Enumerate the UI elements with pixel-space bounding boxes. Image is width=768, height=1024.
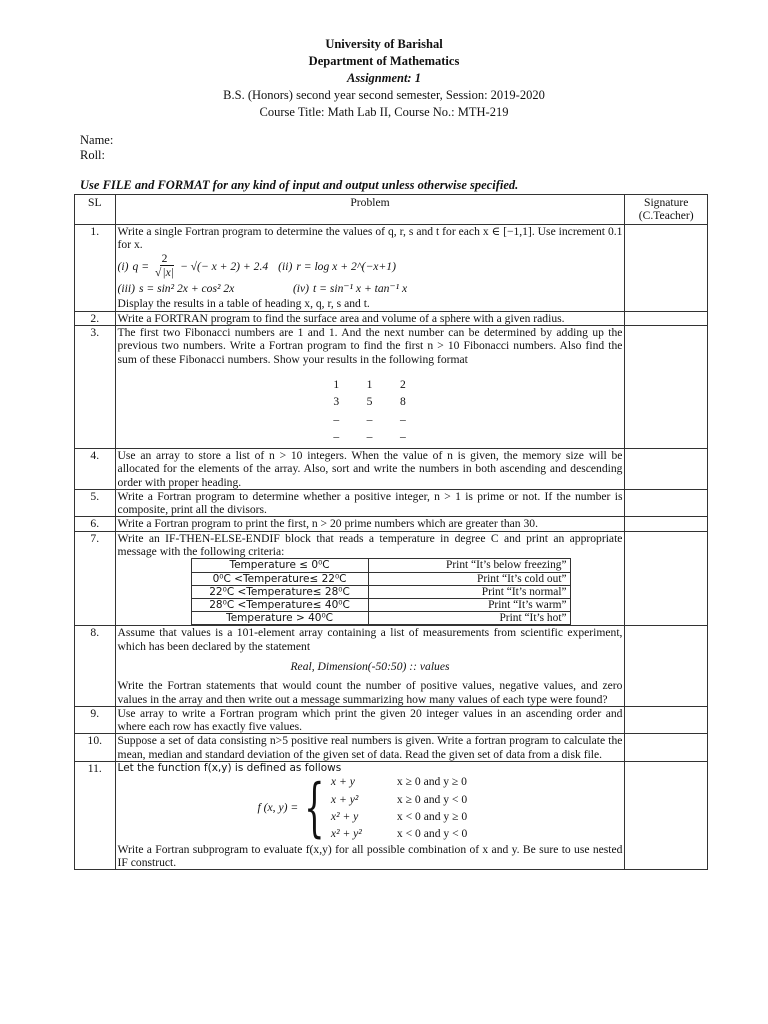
criteria-condition: Temperature ≤ 0⁰C [191, 559, 368, 572]
sl-cell: 9. [75, 706, 116, 734]
left-brace: { [304, 770, 325, 845]
program-line: B.S. (Honors) second year second semester, Session: 2019-2020 [223, 88, 545, 102]
format-value: – [333, 430, 340, 444]
problem-text: Display the results in a table of heading x, q, r, s and t. [117, 297, 370, 311]
case-expr: x² + y² [330, 827, 362, 841]
table-header-row [75, 195, 708, 225]
case-condition: x ≥ 0 and y ≥ 0 [396, 775, 467, 789]
problem-text: The first two Fibonacci numbers are 1 and 1. And the next number can be determined by adding up the previous two numbers. Write a Fortran program to find the first n > 10 Fibonacci numbers. Also find the sum of these Fibonacci numbers. Show your results in the following format [117, 326, 623, 366]
problem-cell [115, 531, 625, 626]
case-condition: x < 0 and y < 0 [396, 827, 468, 841]
signature-cell [625, 734, 708, 762]
table-row [75, 762, 708, 870]
sl-cell: 4. [75, 448, 116, 489]
problem-cell [115, 224, 625, 311]
problem-cell [115, 762, 625, 870]
signature-cell [625, 489, 708, 517]
fraction-denominator: √|x| [155, 266, 174, 280]
format-value: – [366, 430, 373, 444]
table-row [75, 531, 708, 626]
sl-cell: 7. [75, 531, 116, 626]
problem-text: Write a FORTRAN program to find the surface area and volume of a sphere with a given radius. [115, 311, 625, 325]
format-value: 5 [366, 395, 373, 409]
table-row [75, 517, 708, 531]
format-value: 3 [333, 395, 340, 409]
problems-table [74, 194, 708, 870]
signature-cell [625, 762, 708, 870]
problem-cell [115, 626, 625, 706]
problem-header: Problem [115, 195, 625, 225]
problem-text: Write the Fortran statements that would count the number of positive values, negative values, and zero values in the array and then write out a message summarizing how many values of each type were found? [117, 679, 623, 706]
case-expr: x + y² [330, 792, 359, 806]
sl-cell: 10. [75, 734, 116, 762]
problem-text: Write a Fortran program to determine whether a positive integer, n > 1 is prime or not. If the number is composite, print all the divisors. [115, 489, 625, 517]
equation-row-1 [118, 253, 623, 280]
format-value: – [399, 412, 406, 426]
problem-text: Assume that values is a 101-element array containing a list of measurements from scientific experiment, which has been declared by the statement [117, 626, 623, 653]
signature-cell [625, 311, 708, 325]
signature-cell [625, 326, 708, 449]
fraction [155, 253, 174, 280]
criteria-row [191, 598, 570, 611]
table-row [75, 734, 708, 762]
case-expr: x² + y [330, 809, 359, 823]
problem-text: Write an IF-THEN-ELSE-ENDIF block that reads a temperature in degree C and print an appropriate message with the following criteria: [117, 531, 623, 559]
criteria-row [191, 585, 570, 598]
fraction-numerator: 2 [161, 252, 168, 266]
format-row [320, 411, 420, 429]
table-row [75, 224, 708, 311]
eq-label: (i) [117, 260, 129, 274]
equation: t = sin⁻¹ x + tan⁻¹ x [313, 282, 408, 296]
criteria-message: Print “It’s below freezing” [368, 559, 570, 572]
criteria-condition: 22⁰C <Temperature≤ 28⁰C [191, 585, 368, 598]
criteria-message: Print “It’s normal” [368, 585, 570, 598]
array-declaration: Real, Dimension(-50:50) :: values [290, 659, 450, 673]
problem-text: Use array to write a Fortran program which print the given 20 integer values in an ascending order and where each row has exactly five values. [115, 706, 625, 734]
signature-cell [625, 706, 708, 734]
eq-label: (iii) [117, 282, 135, 296]
table-row [75, 489, 708, 517]
assignment-title: Assignment: 1 [347, 71, 421, 85]
criteria-message: Print “It’s hot” [368, 612, 570, 625]
format-value: 1 [333, 377, 340, 391]
table-row [75, 311, 708, 325]
problem-text: Use an array to store a list of n > 10 integers. When the value of n is given, the memory size will be allocated for the elements of the array. Also, sort and write the numbers in both ascending and descending order with proper heading. [115, 448, 625, 489]
case-expr: x + y [330, 775, 355, 789]
sl-cell: 8. [75, 626, 116, 706]
criteria-condition: 0⁰C <Temperature≤ 22⁰C [191, 572, 368, 585]
signature-cell [625, 448, 708, 489]
format-value: 2 [399, 377, 406, 391]
criteria-message: Print “It’s warm” [368, 598, 570, 611]
format-value: – [333, 412, 340, 426]
instruction-text: Use FILE and FORMAT for any kind of input and output unless otherwise specified. [80, 178, 519, 192]
cases-grid [331, 775, 517, 840]
sl-header: SL [75, 195, 116, 225]
sl-cell: 6. [75, 517, 116, 531]
university-name: University of Barishal [325, 37, 443, 51]
format-value: 1 [366, 377, 373, 391]
sl-cell: 5. [75, 489, 116, 517]
format-value: – [366, 412, 373, 426]
course-line: Course Title: Math Lab II, Course No.: MTH-219 [259, 105, 509, 119]
case-condition: x ≥ 0 and y < 0 [396, 792, 468, 806]
sqrt-arg: |x| [162, 266, 174, 280]
sl-cell: 2. [75, 311, 116, 325]
piecewise-function [257, 770, 623, 845]
eq-label: (ii) [278, 260, 293, 274]
criteria-message: Print “It’s cold out” [368, 572, 570, 585]
student-info [80, 133, 113, 163]
signature-cell [625, 224, 708, 311]
sl-cell: 3. [75, 326, 116, 449]
format-value: 8 [399, 395, 406, 409]
signature-cell [625, 531, 708, 626]
document-header [0, 36, 768, 121]
format-row [320, 393, 420, 411]
roll-label: Roll: [80, 148, 106, 162]
eq-rest: − √(− x + 2) + 2.4 [179, 260, 269, 274]
problem-cell [115, 326, 625, 449]
format-row [320, 376, 420, 394]
eq-label: (iv) [292, 282, 310, 296]
problem-text: Write a single Fortran program to determine the values of q, r, s and t for each x ∈ [−1,1]. Use increment 0.1 for x. [117, 224, 623, 251]
department-name: Department of Mathematics [308, 54, 460, 68]
equation: s = sin² 2x + cos² 2x [138, 282, 235, 296]
temperature-criteria-table [191, 558, 571, 625]
signature-cell [625, 517, 708, 531]
criteria-row [191, 572, 570, 585]
name-label: Name: [80, 133, 114, 147]
signature-header: Signature (C.Teacher) [625, 195, 708, 225]
table-row [75, 706, 708, 734]
criteria-condition: Temperature > 40⁰C [191, 612, 368, 625]
criteria-row [191, 612, 570, 625]
case-condition: x < 0 and y ≥ 0 [396, 809, 468, 823]
table-row [75, 326, 708, 449]
sl-cell: 1. [75, 224, 116, 311]
format-row [320, 428, 420, 446]
table-row [75, 448, 708, 489]
table-row [75, 626, 708, 706]
problem-text: Suppose a set of data consisting n>5 positive real numbers is given. Write a fortran program to calculate the mean, median and standard deviation of the given set of data. Read the given set of data from a disk file. [115, 734, 625, 762]
signature-cell [625, 626, 708, 706]
format-value: – [399, 430, 406, 444]
criteria-condition: 28⁰C <Temperature≤ 40⁰C [191, 598, 368, 611]
function-lhs: f (x, y) = [257, 801, 299, 815]
equation: r = log x + 2^(−x+1) [296, 260, 396, 274]
problem-text: Write a Fortran program to print the first, n > 20 prime numbers which are greater than 30. [115, 517, 625, 531]
fibonacci-format [320, 376, 420, 446]
problem-intro: Let the function f(x,y) is defined as follows [117, 762, 342, 775]
eq-lhs: q = [132, 260, 150, 274]
problem-text: Write a Fortran subprogram to evaluate f(x,y) for all possible combination of x and y. Be sure to use nested IF construct. [117, 842, 623, 869]
equation-row-2 [118, 282, 623, 295]
criteria-row [191, 559, 570, 572]
sl-cell: 11. [75, 762, 116, 870]
